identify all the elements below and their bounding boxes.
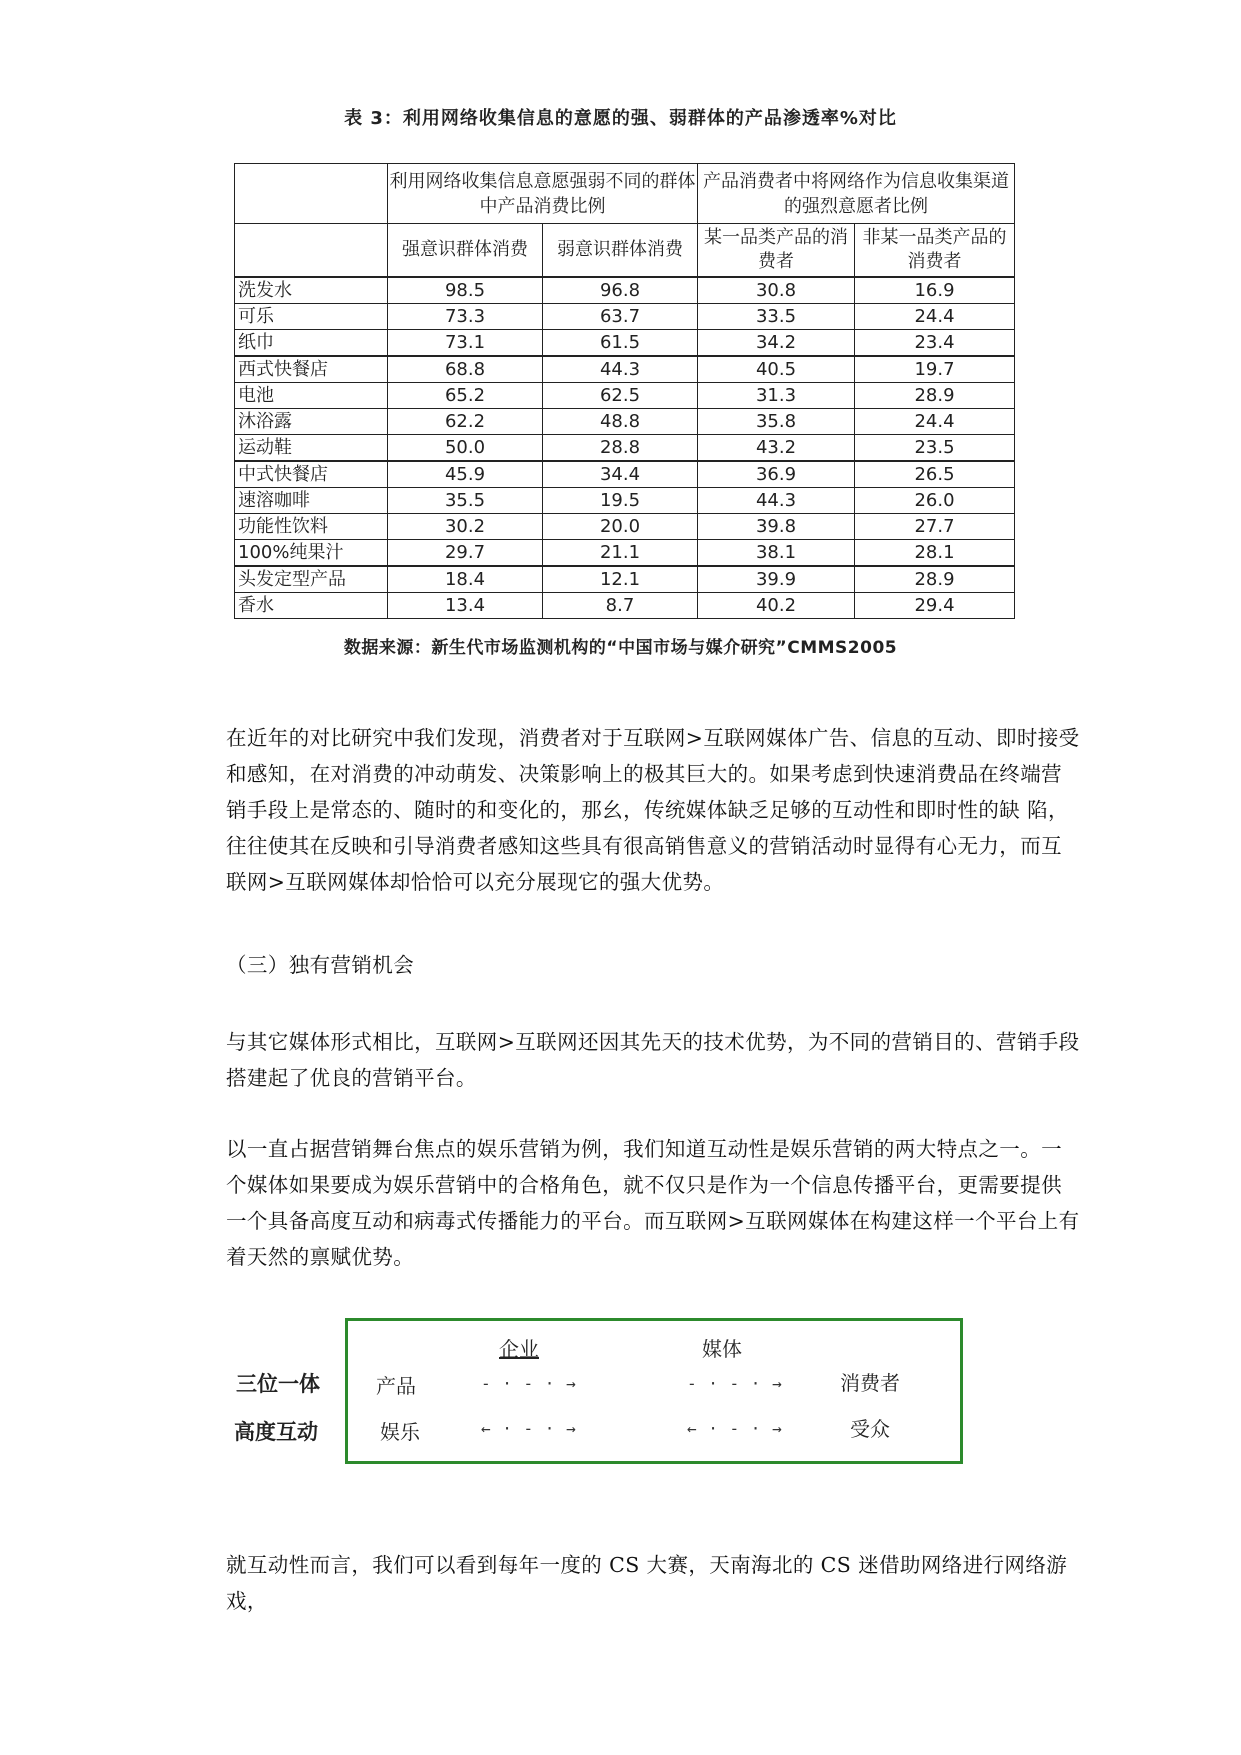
value-cell: 28.9 [855,383,1015,409]
value-cell: 63.7 [543,304,698,330]
one-way-arrow-icon: - · - · → [481,1374,577,1393]
value-cell: 28.9 [855,566,1015,593]
table-caption: 表 3：利用网络收集信息的意愿的强、弱群体的产品渗透率%对比 [344,108,897,129]
value-cell: 8.7 [543,593,698,619]
value-cell: 44.3 [698,488,855,514]
value-cell: 73.1 [388,330,543,357]
table-row [235,514,1015,540]
diagram-label-interaction: 高度互动 [234,1420,318,1444]
table-row [235,540,1015,567]
value-cell: 29.7 [388,540,543,567]
paragraph-line: 就互动性而言，我们可以看到每年一度的 CS 大赛，天南海北的 CS 迷借助网络进行网络游戏， [226,1553,1068,1613]
table-row [235,566,1015,593]
value-cell: 24.4 [855,409,1015,435]
value-cell: 19.7 [855,356,1015,383]
table-corner-cell-2 [235,224,388,278]
diagram-row2-left: 娱乐 [380,1420,420,1444]
value-cell: 26.5 [855,461,1015,488]
table-source: 数据来源：新生代市场监测机构的“中国市场与媒介研究”CMMS2005 [343,638,898,658]
paragraph-line: 联网>互联网媒体却恰恰可以充分展现它的强大优势。 [226,870,725,894]
value-cell: 18.4 [388,566,543,593]
value-cell: 35.5 [388,488,543,514]
value-cell: 96.8 [543,277,698,304]
two-way-arrow-icon: ← · - · → [687,1419,783,1438]
table-group-header-row [235,164,1015,224]
value-cell: 12.1 [543,566,698,593]
sub-header-3: 某一品类产品的消费者 [698,224,855,278]
value-cell: 30.2 [388,514,543,540]
product-name-cell: 纸巾 [235,330,388,357]
table-row [235,277,1015,304]
paragraph-2 [226,1024,1104,1096]
paragraph-line: 和感知，在对消费的冲动萌发、决策影响上的极其巨大的。如果考虑到快速消费品在终端营 [226,762,1062,786]
table-row [235,409,1015,435]
value-cell: 39.9 [698,566,855,593]
value-cell: 62.5 [543,383,698,409]
paragraph-line: 与其它媒体形式相比，互联网>互联网还因其先天的技术优势，为不同的营销目的、营销手段 [226,1030,1080,1054]
paragraph-4 [226,1547,1104,1619]
table-row [235,593,1015,619]
table-corner-cell [235,164,388,224]
table-row [235,383,1015,409]
value-cell: 65.2 [388,383,543,409]
value-cell: 33.5 [698,304,855,330]
two-way-arrow-icon: ← · - · → [481,1419,577,1438]
paragraph-line: 搭建起了优良的营销平台。 [226,1066,477,1090]
value-cell: 45.9 [388,461,543,488]
table-row [235,435,1015,462]
diagram-col-enterprise: 企业 [499,1337,539,1361]
group-header-2: 产品消费者中将网络作为信息收集渠道的强烈意愿者比例 [698,164,1015,224]
table-row [235,330,1015,357]
diagram-row2-right: 受众 [850,1417,890,1441]
sub-header-2: 弱意识群体消费 [543,224,698,278]
value-cell: 50.0 [388,435,543,462]
value-cell: 30.8 [698,277,855,304]
table-row [235,488,1015,514]
one-way-arrow-icon: - · - · → [687,1374,783,1393]
product-name-cell: 运动鞋 [235,435,388,462]
value-cell: 23.5 [855,435,1015,462]
paragraph-line: 往往使其在反映和引导消费者感知这些具有很高销售意义的营销活动时显得有心无力，而互 [226,834,1062,858]
value-cell: 29.4 [855,593,1015,619]
sub-header-1: 强意识群体消费 [388,224,543,278]
paragraph-1 [226,720,1104,900]
diagram-label-trinity: 三位一体 [236,1372,320,1396]
paragraph-3 [226,1131,1104,1275]
value-cell: 48.8 [543,409,698,435]
value-cell: 62.2 [388,409,543,435]
paragraph-line: 销手段上是常态的、随时的和变化的，那幺，传统媒体缺乏足够的互动性和即时性的缺 陷， [226,798,1069,822]
diagram-col-media: 媒体 [702,1337,742,1361]
penetration-table [234,163,1015,619]
diagram-row1-left: 产品 [376,1374,416,1398]
table-row [235,461,1015,488]
value-cell: 20.0 [543,514,698,540]
product-name-cell: 100%纯果汁 [235,540,388,567]
value-cell: 43.2 [698,435,855,462]
table-row [235,356,1015,383]
value-cell: 26.0 [855,488,1015,514]
value-cell: 23.4 [855,330,1015,357]
product-name-cell: 洗发水 [235,277,388,304]
value-cell: 31.3 [698,383,855,409]
product-name-cell: 西式快餐店 [235,356,388,383]
section-heading: （三）独有营销机会 [226,953,415,977]
product-name-cell: 功能性饮料 [235,514,388,540]
value-cell: 40.2 [698,593,855,619]
diagram-row1-right: 消费者 [840,1371,900,1395]
sub-header-4: 非某一品类产品的消费者 [855,224,1015,278]
table-row [235,304,1015,330]
value-cell: 61.5 [543,330,698,357]
value-cell: 68.8 [388,356,543,383]
value-cell: 28.8 [543,435,698,462]
value-cell: 27.7 [855,514,1015,540]
value-cell: 24.4 [855,304,1015,330]
value-cell: 13.4 [388,593,543,619]
value-cell: 44.3 [543,356,698,383]
value-cell: 16.9 [855,277,1015,304]
product-name-cell: 可乐 [235,304,388,330]
product-name-cell: 速溶咖啡 [235,488,388,514]
product-name-cell: 头发定型产品 [235,566,388,593]
product-name-cell: 电池 [235,383,388,409]
paragraph-line: 以一直占据营销舞台焦点的娱乐营销为例，我们知道互动性是娱乐营销的两大特点之一。一 [226,1137,1062,1161]
value-cell: 34.4 [543,461,698,488]
value-cell: 73.3 [388,304,543,330]
table-sub-header-row [235,224,1015,278]
group-header-1: 利用网络收集信息意愿强弱不同的群体中产品消费比例 [388,164,698,224]
product-name-cell: 香水 [235,593,388,619]
product-name-cell: 沐浴露 [235,409,388,435]
value-cell: 28.1 [855,540,1015,567]
value-cell: 98.5 [388,277,543,304]
value-cell: 21.1 [543,540,698,567]
paragraph-line: 在近年的对比研究中我们发现，消费者对于互联网>互联网媒体广告、信息的互动、即时接受 [226,726,1080,750]
value-cell: 19.5 [543,488,698,514]
paragraph-line: 着天然的禀赋优势。 [226,1245,415,1269]
value-cell: 39.8 [698,514,855,540]
value-cell: 38.1 [698,540,855,567]
value-cell: 35.8 [698,409,855,435]
paragraph-line: 一个具备高度互动和病毒式传播能力的平台。而互联网>互联网媒体在构建这样一个平台上有 [226,1209,1080,1233]
paragraph-line: 个媒体如果要成为娱乐营销中的合格角色，就不仅只是作为一个信息传播平台，更需要提供 [226,1173,1062,1197]
value-cell: 40.5 [698,356,855,383]
product-name-cell: 中式快餐店 [235,461,388,488]
value-cell: 36.9 [698,461,855,488]
value-cell: 34.2 [698,330,855,357]
